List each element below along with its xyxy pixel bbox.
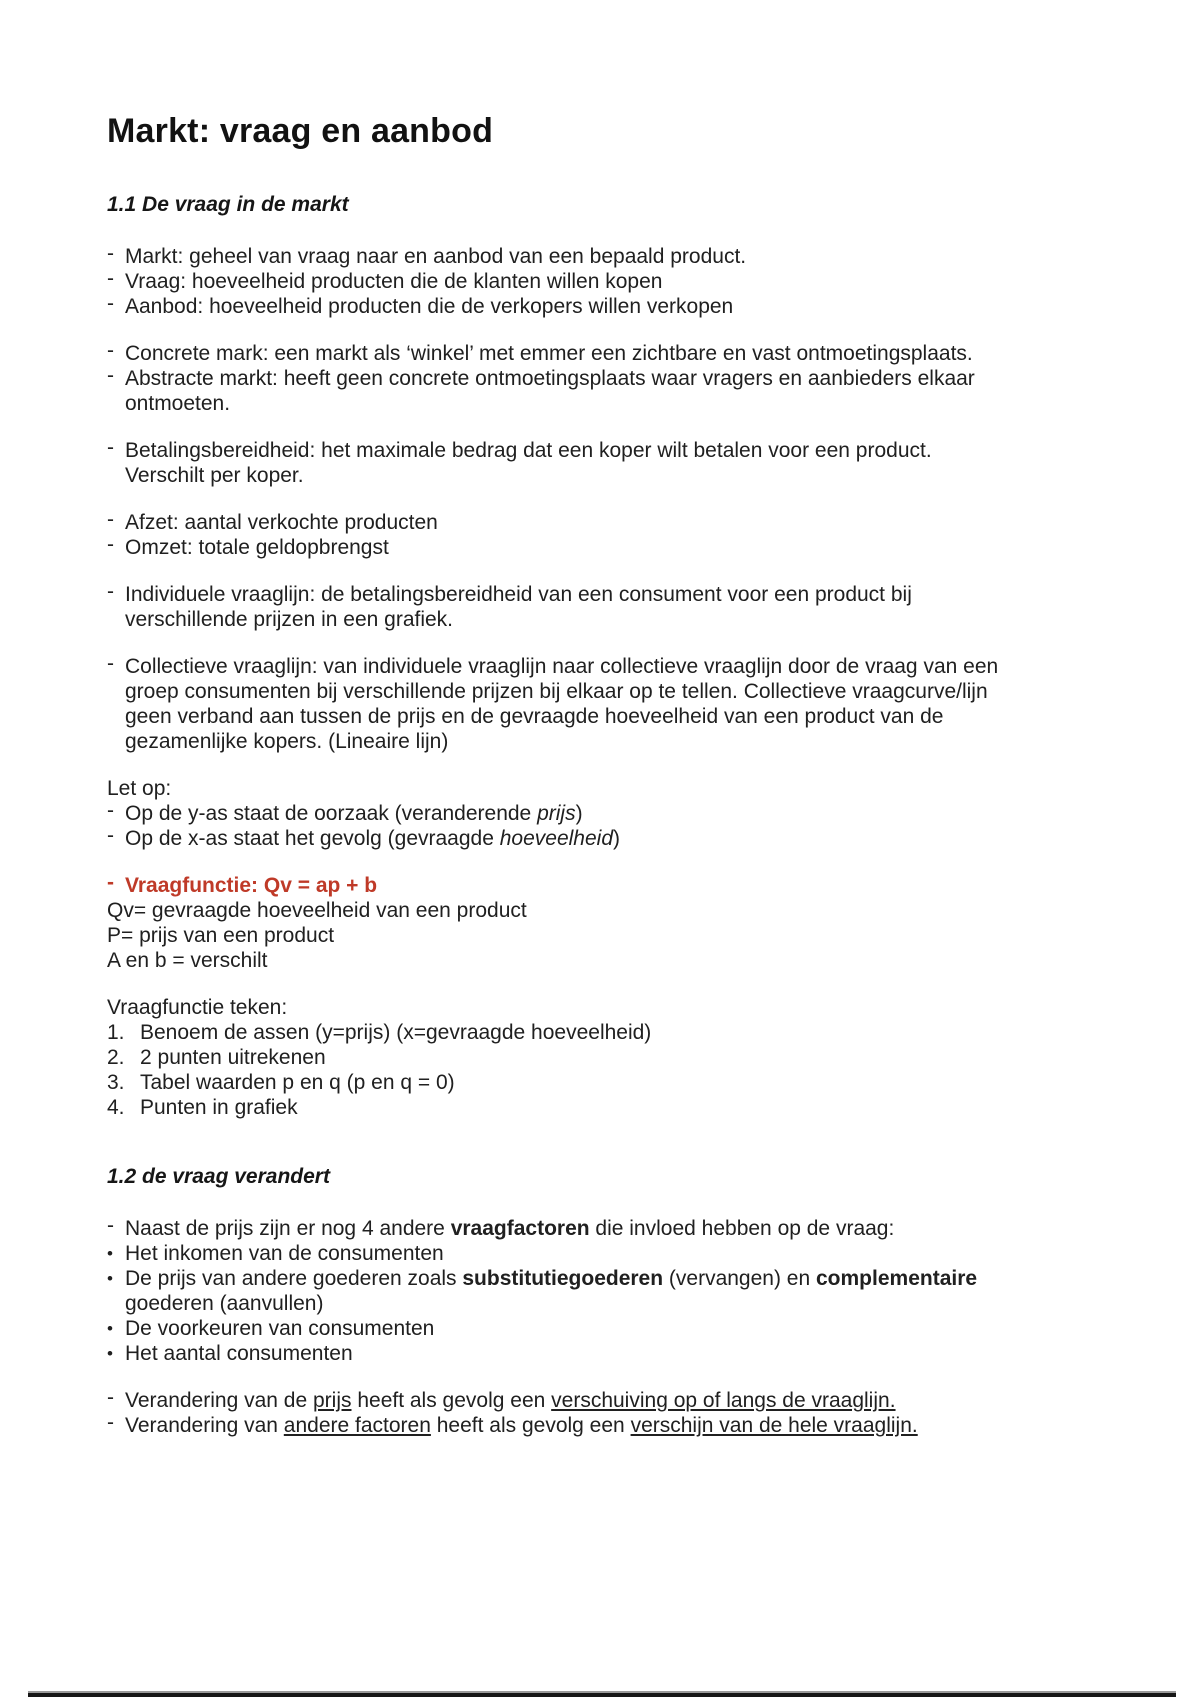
line-text bbox=[125, 510, 1140, 535]
text-segment: A en b = verschilt bbox=[107, 949, 268, 972]
text-segment: verschuiving op of langs de vraaglijn. bbox=[551, 1389, 896, 1412]
sub-bullet-item bbox=[107, 1316, 1140, 1341]
text-line bbox=[107, 898, 1140, 923]
list-number: 3. bbox=[107, 1071, 125, 1094]
text-segment: Qv= gevraagde hoeveelheid van een product bbox=[107, 899, 527, 922]
list-number: 4. bbox=[107, 1096, 125, 1119]
text-segment: goederen (aanvullen) bbox=[125, 1292, 324, 1315]
bullet-dash-icon: - bbox=[107, 436, 114, 459]
bullet-dash-icon: - bbox=[107, 267, 114, 290]
text-group bbox=[107, 1388, 1140, 1438]
line-text bbox=[125, 582, 1140, 632]
line-text bbox=[140, 1020, 1140, 1045]
numbered-item bbox=[107, 1095, 1140, 1120]
bullet-item bbox=[107, 269, 1140, 294]
bullet-item bbox=[107, 1216, 1140, 1241]
line-text bbox=[125, 438, 1140, 488]
section-heading bbox=[107, 1164, 1140, 1190]
text-segment: Naast de prijs zijn er nog 4 andere bbox=[125, 1217, 451, 1240]
bullet-dot-icon: • bbox=[107, 1319, 113, 1338]
sub-bullet-item bbox=[107, 1241, 1140, 1266]
text-line bbox=[107, 995, 1140, 1020]
text-segment: Benoem de assen (y=prijs) (x=gevraagde hoeveelheid) bbox=[140, 1021, 652, 1044]
text-segment: verschillende prijzen in een grafiek. bbox=[125, 608, 454, 631]
bullet-dash-icon: - bbox=[107, 799, 114, 822]
text-line bbox=[107, 948, 1140, 973]
text-segment: Omzet: totale geldopbrengst bbox=[125, 536, 389, 559]
line-text bbox=[140, 1070, 1140, 1095]
bullet-item bbox=[107, 294, 1140, 319]
bullet-item bbox=[107, 582, 1140, 632]
text-segment: substitutiegoederen bbox=[462, 1267, 664, 1290]
text-segment: De prijs van andere goederen zoals bbox=[125, 1267, 463, 1290]
text-line bbox=[107, 923, 1140, 948]
text-segment: prijs bbox=[312, 1389, 352, 1412]
text-segment: Vraagfunctie: Qv = ap + b bbox=[125, 874, 378, 897]
line-text bbox=[140, 1095, 1140, 1120]
bullet-dash-icon: - bbox=[107, 1214, 114, 1237]
bullet-item bbox=[107, 873, 1140, 898]
bullet-dash-icon: - bbox=[107, 1411, 114, 1434]
sub-bullet-item bbox=[107, 1341, 1140, 1366]
bullet-item bbox=[107, 535, 1140, 560]
section-heading bbox=[107, 192, 1140, 218]
text-segment: Concrete mark: een markt als ‘winkel’ met emmer een zichtbare en vast ontmoetingsplaats. bbox=[125, 342, 973, 365]
text-segment: verschijn van de hele vraaglijn. bbox=[630, 1414, 918, 1437]
text-segment: Afzet: aantal verkochte producten bbox=[125, 511, 438, 534]
text-segment: Het inkomen van de consumenten bbox=[125, 1242, 444, 1265]
bullet-item bbox=[107, 801, 1140, 826]
text-segment: Markt: geheel van vraag naar en aanbod van een bepaald product. bbox=[125, 245, 747, 268]
bullet-dash-icon: - bbox=[107, 1386, 114, 1409]
text-segment: Betalingsbereidheid: het maximale bedrag dat een koper wilt betalen voor een product. bbox=[125, 439, 932, 462]
line-text bbox=[125, 1241, 1140, 1266]
text-segment: ontmoeten. bbox=[125, 392, 231, 415]
sub-bullet-item bbox=[107, 1266, 1140, 1316]
text-segment: geen verband aan tussen de prijs en de gevraagde hoeveelheid van een product van de bbox=[125, 705, 944, 728]
numbered-item bbox=[107, 1070, 1140, 1095]
page-title: Markt: vraag en aanbod bbox=[107, 112, 494, 150]
bullet-dash-icon: - bbox=[107, 871, 114, 894]
text-group bbox=[107, 873, 1140, 973]
text-group bbox=[107, 776, 1140, 851]
line-text bbox=[125, 535, 1140, 560]
bullet-dash-icon: - bbox=[107, 292, 114, 315]
page-bottom-divider bbox=[28, 1691, 1176, 1697]
bullet-item bbox=[107, 1413, 1140, 1438]
bullet-dash-icon: - bbox=[107, 339, 114, 362]
text-segment: heeft als gevolg een bbox=[430, 1414, 631, 1437]
text-segment: die invloed hebben op de vraag: bbox=[589, 1217, 895, 1240]
text-segment: De voorkeuren van consumenten bbox=[125, 1317, 435, 1340]
bullet-item bbox=[107, 826, 1140, 851]
text-segment: Punten in grafiek bbox=[140, 1096, 298, 1119]
line-text bbox=[125, 1266, 1140, 1316]
line-text bbox=[125, 826, 1140, 851]
text-segment: heeft als gevolg een bbox=[351, 1389, 552, 1412]
line-text bbox=[125, 1413, 1140, 1438]
text-segment: groep consumenten bij verschillende prijzen bij elkaar op te tellen. Collectieve vraagcurve/lijn bbox=[125, 680, 988, 703]
text-segment: Op de y-as staat de oorzaak (veranderende bbox=[125, 802, 538, 825]
bullet-dot-icon: • bbox=[107, 1269, 113, 1288]
numbered-item bbox=[107, 1045, 1140, 1070]
bullet-dot-icon: • bbox=[107, 1244, 113, 1263]
text-segment: ) bbox=[575, 802, 583, 825]
text-segment: Individuele vraaglijn: de betalingsbereidheid van een consument voor een product bij bbox=[125, 583, 912, 606]
line-text bbox=[107, 923, 1140, 948]
text-line bbox=[107, 776, 1140, 801]
line-text bbox=[125, 1216, 1140, 1241]
text-group bbox=[107, 654, 1140, 754]
text-segment: ) bbox=[613, 827, 620, 850]
line-text bbox=[125, 1316, 1140, 1341]
list-number: 1. bbox=[107, 1021, 125, 1044]
bullet-item bbox=[107, 366, 1140, 416]
text-segment: Vraagfunctie teken: bbox=[107, 996, 288, 1019]
bullet-item bbox=[107, 438, 1140, 488]
text-group bbox=[107, 510, 1140, 560]
line-text bbox=[125, 873, 1140, 898]
text-segment: Aanbod: hoeveelheid producten die de verkopers willen verkopen bbox=[125, 295, 734, 318]
text-segment: Het aantal consumenten bbox=[125, 1342, 353, 1365]
text-group bbox=[107, 1216, 1140, 1366]
text-segment: 2 punten uitrekenen bbox=[140, 1046, 326, 1069]
text-group bbox=[107, 438, 1140, 488]
bullet-dash-icon: - bbox=[107, 533, 114, 556]
line-text bbox=[125, 1341, 1140, 1366]
text-group bbox=[107, 582, 1140, 632]
bullet-dot-icon: • bbox=[107, 1344, 113, 1363]
text-group bbox=[107, 244, 1140, 319]
text-segment: Verandering van bbox=[125, 1414, 284, 1437]
text-segment: 1.2 de vraag verandert bbox=[107, 1165, 330, 1188]
text-segment: 1.1 De vraag in de markt bbox=[107, 193, 349, 216]
line-text bbox=[107, 948, 1140, 973]
text-segment: complementaire bbox=[816, 1267, 978, 1290]
text-segment: Verschilt per koper. bbox=[125, 464, 304, 487]
bullet-dash-icon: - bbox=[107, 242, 114, 265]
line-text bbox=[125, 341, 1140, 366]
text-segment: gezamenlijke kopers. (Lineaire lijn) bbox=[125, 730, 449, 753]
text-segment: Tabel waarden p en q (p en q = 0) bbox=[140, 1071, 455, 1094]
line-text bbox=[140, 1045, 1140, 1070]
text-segment: Vraag: hoeveelheid producten die de klanten willen kopen bbox=[125, 270, 663, 293]
numbered-item bbox=[107, 1020, 1140, 1045]
line-text bbox=[125, 801, 1140, 826]
bullet-item bbox=[107, 654, 1140, 754]
line-text bbox=[125, 294, 1140, 319]
text-segment: Op de x-as staat het gevolg (gevraagde bbox=[125, 827, 500, 850]
text-segment: hoeveelheid bbox=[499, 827, 613, 850]
line-text bbox=[125, 269, 1140, 294]
text-segment: (vervangen) en bbox=[663, 1267, 816, 1290]
line-text bbox=[125, 244, 1140, 269]
text-segment: Abstracte markt: heeft geen concrete ontmoetingsplaats waar vragers en aanbieders elkaar bbox=[125, 367, 975, 390]
bullet-dash-icon: - bbox=[107, 364, 114, 387]
bullet-item bbox=[107, 510, 1140, 535]
bullet-item bbox=[107, 1388, 1140, 1413]
text-segment: P= prijs van een product bbox=[107, 924, 335, 947]
list-number: 2. bbox=[107, 1046, 125, 1069]
text-segment: Verandering van de bbox=[125, 1389, 313, 1412]
text-segment: vraagfactoren bbox=[450, 1217, 590, 1240]
text-group bbox=[107, 995, 1140, 1120]
bullet-item bbox=[107, 244, 1140, 269]
line-text bbox=[125, 366, 1140, 416]
line-text bbox=[107, 776, 1140, 801]
bullet-dash-icon: - bbox=[107, 580, 114, 603]
bullet-dash-icon: - bbox=[107, 824, 114, 847]
bullet-dash-icon: - bbox=[107, 652, 114, 675]
line-text bbox=[107, 898, 1140, 923]
text-segment: Let op: bbox=[107, 777, 172, 800]
line-text bbox=[125, 1388, 1140, 1413]
line-text bbox=[125, 654, 1140, 754]
bullet-dash-icon: - bbox=[107, 508, 114, 531]
text-segment: andere factoren bbox=[283, 1414, 431, 1437]
line-text bbox=[107, 995, 1140, 1020]
text-segment: prijs bbox=[537, 802, 576, 825]
text-segment: Collectieve vraaglijn: van individuele vraaglijn naar collectieve vraaglijn door de vraag van een bbox=[125, 655, 999, 678]
text-group bbox=[107, 341, 1140, 416]
bullet-item bbox=[107, 341, 1140, 366]
